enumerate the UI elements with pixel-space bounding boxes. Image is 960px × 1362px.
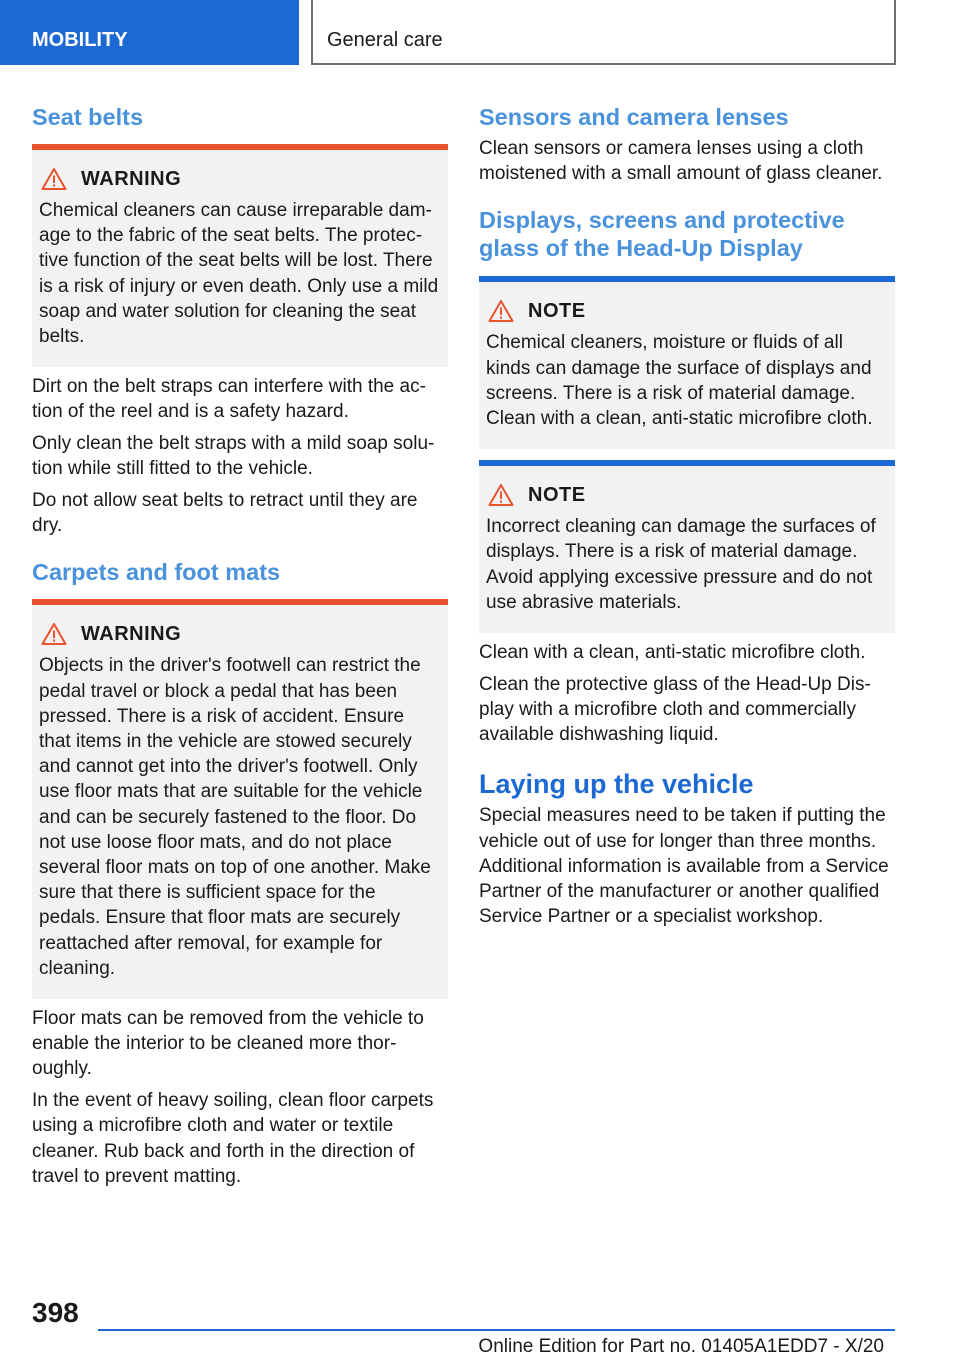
- warning-triangle-icon: [488, 483, 514, 507]
- heading-carpets: Carpets and foot mats: [32, 559, 281, 586]
- note-label: NOTE: [528, 483, 586, 506]
- note-text: Incorrect cleaning can damage the surfaces of displays. There is a risk of material damage. Avoid applying excessive pressure and do not use abrasive materials.: [486, 516, 876, 613]
- paragraph: Clean the protective glass of the Head-Up Display with a microfibre cloth and commercially available dishwashing liquid.: [479, 673, 871, 746]
- paragraph: Only clean the belt straps with a mild soap solution while still fitted to the vehicle.: [32, 433, 435, 480]
- warning-triangle-icon: [41, 622, 67, 646]
- edition-text: Online Edition for Part no. 01405A1EDD7 - X/20: [478, 1336, 884, 1357]
- paragraph: Clean sensors or camera lenses using a cloth moistened with a small amount of glass cleaner.: [479, 138, 883, 185]
- left-column: [32, 101, 448, 1189]
- paragraph: Special measures need to be taken if putting the vehicle out of use for longer than three months. Additional information is available from a Service Partner of the manufacturer or another qualified Service Partner or a specialist workshop.: [479, 805, 889, 928]
- warning-label: WARNING: [81, 622, 182, 645]
- paragraph: Floor mats can be removed from the vehicle to enable the interior to be cleaned more thoroughly.: [32, 1008, 424, 1080]
- note-box: [479, 276, 895, 449]
- heading-sensors: Sensors and camera lenses: [479, 104, 789, 130]
- heading-seat-belts: Seat belts: [32, 104, 144, 130]
- page-number: 398: [32, 1297, 79, 1328]
- paragraph: Clean with a clean, anti-static microfibre cloth.: [479, 642, 866, 664]
- note-box: [479, 460, 895, 633]
- warning-label: WARNING: [81, 167, 182, 190]
- note-label: NOTE: [528, 299, 586, 322]
- section-tab: MOBILITY: [0, 0, 299, 65]
- warning-box: [32, 599, 448, 999]
- warning-triangle-icon: [41, 167, 67, 191]
- paragraph: Dirt on the belt straps can interfere with the action of the reel and is a safety hazard.: [32, 376, 426, 423]
- page-header: [0, 0, 960, 66]
- paragraph: In the event of heavy soiling, clean floor carpets using a microfibre cloth and water or textile cleaner. Rub back and forth in the direction of travel to prevent matting.: [32, 1090, 434, 1187]
- heading-displays: Displays, screens and protective glass of the Head-Up Display: [479, 207, 845, 262]
- warning-box: [32, 144, 448, 367]
- warning-triangle-icon: [488, 299, 514, 323]
- note-text: Chemical cleaners, moisture or fluids of all kinds can damage the surface of displays and screens. There is a risk of material damage. Clean with a clean, anti-static microfibre cloth.: [486, 332, 873, 430]
- right-column: [479, 101, 895, 929]
- warning-text: Objects in the driver's footwell can restrict the pedal travel or block a pedal that has been pressed. There is a risk of accident. Ensure that items in the vehicle are stowed securely and cannot get into the driver's footwell. Only use floor mats that are suitable for the vehicle and can be securely fastened to the floor. Do not use loose floor mats, and do not place several floor mats on top of one another. Make sure that there is sufficient space for the pedals. Ensure that floor mats are securely reattached after removal, for example for cleaning.: [39, 655, 431, 979]
- warning-text: Chemical cleaners can cause irreparable damage to the fabric of the seat belts. The protective function of the seat belts will be lost. There is a risk of injury or even death. Only use a mild soap and water solution for cleaning the seat belts.: [39, 200, 439, 348]
- paragraph: Do not allow seat belts to retract until they are dry.: [32, 490, 418, 537]
- heading-laying-up: Laying up the vehicle: [479, 769, 754, 800]
- chapter-title: General care: [311, 0, 896, 65]
- footer-divider: [98, 1329, 895, 1331]
